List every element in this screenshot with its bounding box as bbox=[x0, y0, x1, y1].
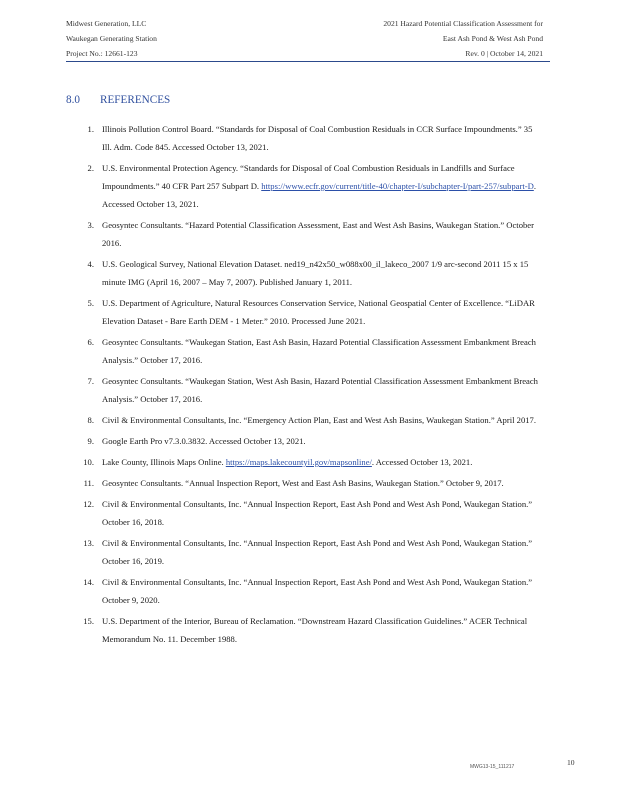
header-project-number: Project No.: 12661-123 bbox=[66, 49, 138, 58]
header-company: Midwest Generation, LLC bbox=[66, 19, 147, 28]
header-station: Waukegan Generating Station bbox=[66, 34, 157, 43]
section-heading bbox=[66, 94, 170, 106]
reference-item bbox=[0, 432, 542, 450]
reference-number: 8. bbox=[87, 415, 94, 425]
header-right bbox=[383, 16, 543, 61]
reference-text: Geosyntec Consultants. “Annual Inspection Report, West and East Ash Basins, Waukegan Station.” October 9, 2017. bbox=[102, 478, 504, 488]
reference-number: 12. bbox=[83, 499, 94, 509]
reference-text: Geosyntec Consultants. “Waukegan Station, West Ash Basin, Hazard Potential Classification Assessment Embankment Breach Analysis.” October 17, 2016. bbox=[102, 376, 538, 404]
reference-number: 15. bbox=[83, 616, 94, 626]
reference-item bbox=[0, 120, 542, 156]
reference-item bbox=[0, 534, 542, 570]
reference-item bbox=[0, 453, 542, 471]
section-title: REFERENCES bbox=[100, 94, 171, 106]
reference-item bbox=[0, 333, 542, 369]
reference-item bbox=[0, 216, 542, 252]
reference-text: Civil & Environmental Consultants, Inc. “Annual Inspection Report, East Ash Pond and West Ash Pond, Waukegan Station.” October 9, 2020. bbox=[102, 577, 533, 605]
reference-number: 2. bbox=[87, 163, 94, 173]
reference-number: 3. bbox=[87, 220, 94, 230]
reference-text: Geosyntec Consultants. “Waukegan Station, East Ash Basin, Hazard Potential Classification Assessment Embankment Breach Analysis.” October 17, 2016. bbox=[102, 337, 536, 365]
footer-document-code: MWG13-15_111217 bbox=[470, 764, 515, 770]
reference-number: 11. bbox=[83, 478, 94, 488]
header-left bbox=[66, 16, 157, 61]
reference-number: 7. bbox=[87, 376, 94, 386]
reference-text: Civil & Environmental Consultants, Inc. “Annual Inspection Report, East Ash Pond and West Ash Pond, Waukegan Station.” October 16, 2018. bbox=[102, 499, 533, 527]
reference-item bbox=[0, 474, 542, 492]
ecfr-link[interactable]: https://www.ecfr.gov/current/title-40/chapter-I/subchapter-I/part-257/subpart-D bbox=[261, 181, 534, 191]
reference-text-after: . Accessed October 13, 2021. bbox=[371, 457, 473, 467]
reference-item bbox=[0, 255, 542, 291]
reference-text: U.S. Department of Agriculture, Natural Resources Conservation Service, National Geospatial Center of Excellence. “LiDAR Elevation Dataset - Bare Earth DEM - 1 Meter.” 2010. Processed June 2021. bbox=[102, 298, 535, 326]
reference-number: 10. bbox=[83, 457, 94, 467]
reference-number: 9. bbox=[87, 436, 94, 446]
reference-text: Civil & Environmental Consultants, Inc. “Emergency Action Plan, East and West Ash Basins, Waukegan Station.” April 2017. bbox=[102, 415, 536, 425]
reference-item bbox=[0, 159, 542, 213]
reference-list bbox=[0, 120, 618, 651]
reference-number: 1. bbox=[87, 124, 94, 134]
reference-text: Google Earth Pro v7.3.0.3832. Accessed October 13, 2021. bbox=[102, 436, 306, 446]
reference-item bbox=[0, 411, 542, 429]
reference-text: Civil & Environmental Consultants, Inc. “Annual Inspection Report, East Ash Pond and West Ash Pond, Waukegan Station.” October 16, 2019. bbox=[102, 538, 533, 566]
reference-number: 4. bbox=[87, 259, 94, 269]
reference-item bbox=[0, 294, 542, 330]
page-number: 10 bbox=[567, 758, 575, 767]
reference-text: U.S. Geological Survey, National Elevation Dataset. ned19_n42x50_w088x00_il_lakeco_2007 1/9 arc-second 2011 15 x 15 minute IMG (April 16, 2007 – May 7, 2007). Published January 1, 2011. bbox=[102, 259, 529, 287]
reference-text: Lake County, Illinois Maps Online. bbox=[102, 457, 226, 467]
header-report-subject: East Ash Pond & West Ash Pond bbox=[442, 34, 543, 43]
header-divider bbox=[66, 61, 550, 62]
reference-number: 14. bbox=[83, 577, 94, 587]
reference-item bbox=[0, 372, 542, 408]
reference-text: U.S. Environmental Protection Agency. “Standards for Disposal of Coal Combustion Residuals in Landfills and Surface Impoundments.” 40 CFR Part 257 Subpart D. bbox=[102, 163, 515, 191]
reference-item bbox=[0, 573, 542, 609]
reference-text: Geosyntec Consultants. “Hazard Potential Classification Assessment, East and West Ash Basins, Waukegan Station.” October 2016. bbox=[102, 220, 534, 248]
reference-text: U.S. Department of the Interior, Bureau of Reclamation. “Downstream Hazard Classification Guidelines.” ACER Technical Memorandum No. 11. December 1988. bbox=[102, 616, 528, 644]
reference-text-after: . Accessed October 13, 2021. bbox=[102, 181, 536, 209]
lake-county-maps-link[interactable]: https://maps.lakecountyil.gov/mapsonline/ bbox=[225, 457, 372, 467]
section-number: 8.0 bbox=[66, 94, 80, 106]
header-revision-date: Rev. 0 | October 14, 2021 bbox=[465, 49, 543, 58]
reference-text: Illinois Pollution Control Board. “Standards for Disposal of Coal Combustion Residuals in CCR Surface Impoundments.” 35 Ill. Adm. Code 845. Accessed October 13, 2021. bbox=[102, 124, 533, 152]
reference-number: 6. bbox=[87, 337, 94, 347]
reference-number: 5. bbox=[87, 298, 94, 308]
header-report-title: 2021 Hazard Potential Classification Assessment for bbox=[383, 19, 543, 28]
reference-number: 13. bbox=[83, 538, 94, 548]
reference-item bbox=[0, 612, 542, 648]
reference-item bbox=[0, 495, 542, 531]
